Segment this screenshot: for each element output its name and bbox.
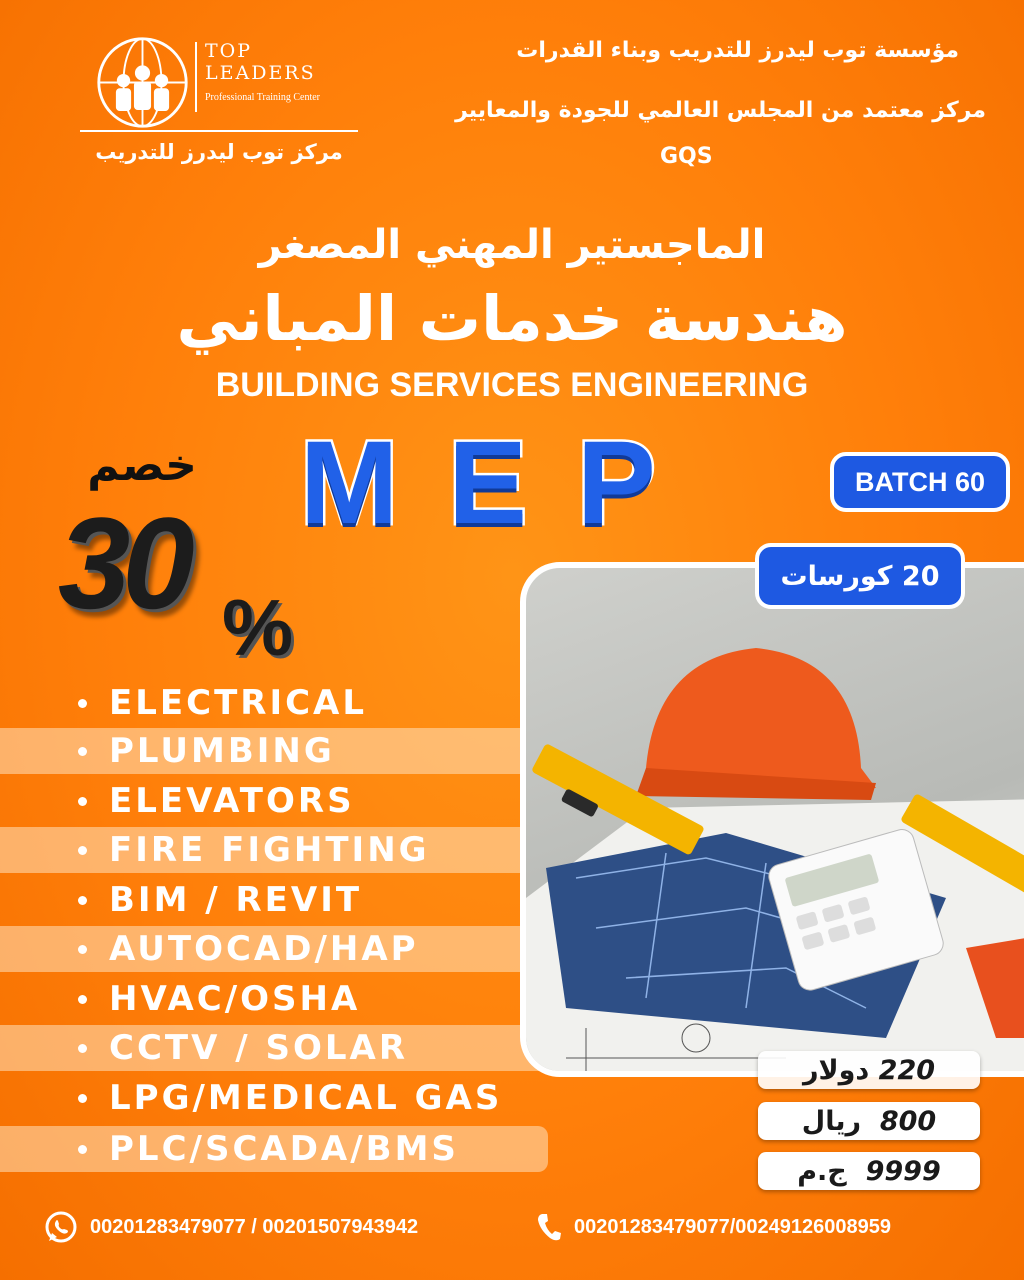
price-amount: 9999 [865,1155,941,1187]
logo-leaders-text: LEADERS [205,62,316,84]
phone-contact[interactable] [536,1207,891,1247]
course-item [78,1075,502,1121]
discount-label: خصم [87,440,197,491]
logo-rule [80,130,358,132]
bullet-icon [78,846,87,855]
discount-number: 30 [58,490,187,636]
course-label: PLUMBING [109,731,335,771]
price-currency: ج.م [797,1155,847,1187]
discount-percent: % [222,583,294,672]
course-item [78,778,355,824]
logo-arabic-name: مركز توب ليدرز للتدريب [95,140,343,164]
bullet-icon [78,797,87,806]
course-item [78,1126,459,1172]
price-usd [758,1051,980,1089]
course-label: ELECTRICAL [109,683,368,723]
logo-subtitle: Professional Training Center [205,92,320,103]
bullet-icon [78,699,87,708]
phone-numbers: 00201283479077/00249126008959 [574,1215,892,1238]
bullet-icon [78,747,87,756]
course-label: AUTOCAD/HAP [109,929,419,969]
bullet-icon [78,995,87,1004]
course-label: PLC/SCADA/BMS [109,1129,459,1169]
globe-logo-icon [95,35,190,130]
price-currency: دولار [802,1054,870,1086]
logo-top-text: TOP [205,40,253,62]
gqs-label: GQS [660,144,713,169]
engineering-illustration [526,568,1024,1077]
course-label: BIM / REVIT [109,880,363,920]
price-sar [758,1102,980,1140]
price-currency: ريال [801,1105,862,1137]
course-label: CCTV / SOLAR [109,1028,409,1068]
accreditation-text: مركز معتمد من المجلس العالمي للجودة والمعايير [455,98,986,123]
whatsapp-numbers: 00201283479077 / 00201507943942 [90,1215,419,1238]
course-item [78,877,362,923]
course-label: FIRE FIGHTING [109,830,430,870]
bullet-icon [78,896,87,905]
course-label: LPG/MEDICAL GAS [109,1078,503,1118]
logo-wordmark [205,40,316,84]
price-amount: 800 [879,1105,937,1137]
course-label: ELEVATORS [109,781,355,821]
batch-badge: BATCH 60 [830,452,1010,512]
bullet-icon [78,945,87,954]
course-item [78,926,419,972]
mep-title: MEP [300,417,706,549]
program-title-line2: هندسة خدمات المباني [176,282,848,355]
bullet-icon [78,1044,87,1053]
courses-count-badge: 20 كورسات [755,543,965,609]
engineering-photo [520,562,1024,1077]
price-amount: 220 [878,1054,936,1086]
bullet-icon [78,1145,87,1154]
bullet-icon [78,1094,87,1103]
program-title-english: BUILDING SERVICES ENGINEERING [215,366,809,404]
logo-divider [195,42,197,112]
institution-name: مؤسسة توب ليدرز للتدريب وبناء القدرات [516,38,959,63]
course-item [78,680,367,726]
course-item [78,976,360,1022]
course-item [78,1025,408,1071]
whatsapp-icon [44,1210,78,1244]
course-label: HVAC/OSHA [109,979,361,1019]
phone-icon [536,1212,562,1242]
program-title-line1: الماجستير المهني المصغر [258,222,766,268]
whatsapp-contact[interactable] [44,1207,418,1247]
course-item [78,728,335,774]
course-item [78,827,430,873]
price-egp [758,1152,980,1190]
